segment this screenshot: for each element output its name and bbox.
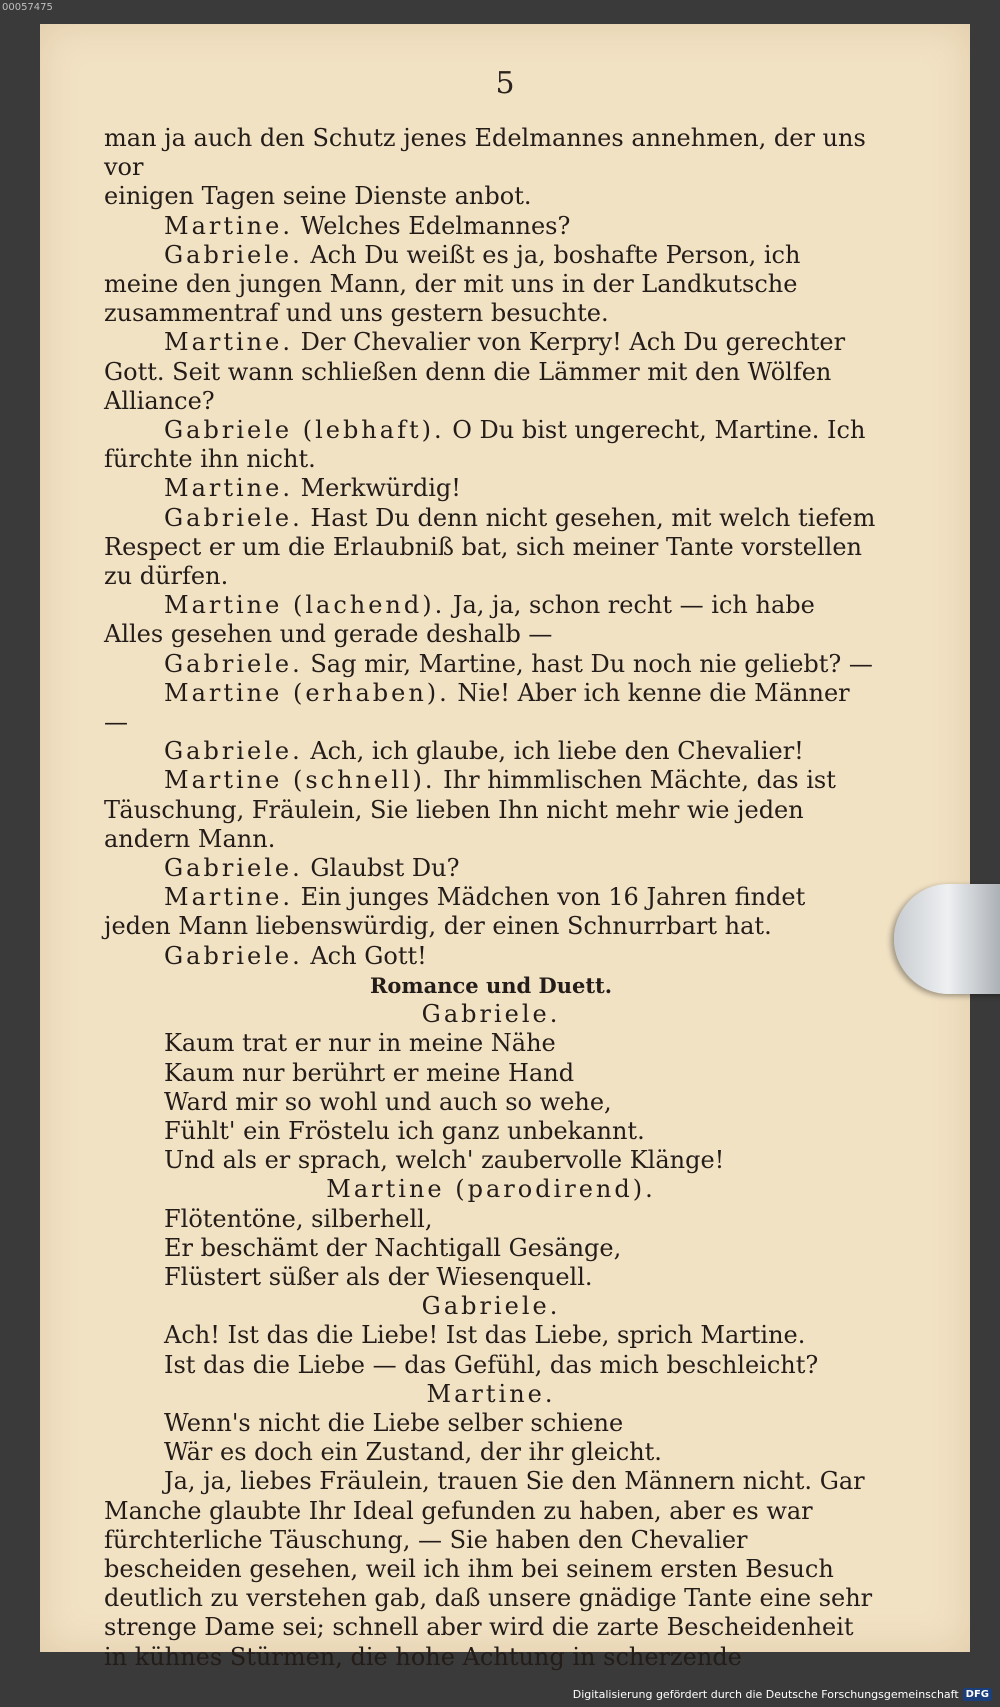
- verse-line: Und als er sprach, welch' zaubervolle Klänge!: [164, 1146, 725, 1175]
- dialogue-line: Gabriele. Hast Du denn nicht gesehen, mit welch tiefem Respect er um die Erlaubniß bat, sich meiner Tante vorstellen zu dürfen.: [104, 503, 876, 591]
- page-number: 5: [495, 66, 515, 101]
- song-speaker: Gabriele.: [421, 1292, 561, 1321]
- dialogue-line: Martine. Merkwürdig!: [164, 474, 461, 503]
- speaker: Martine (schnell).: [164, 766, 436, 795]
- speaker: Martine.: [164, 883, 293, 912]
- speaker: Gabriele.: [164, 649, 303, 678]
- dialogue-line: Gabriele (lebhaft). O Du bist ungerecht, Martine. Ich fürchte ihn nicht.: [104, 416, 866, 474]
- song-speaker: Martine.: [426, 1379, 556, 1408]
- speaker: Martine (erhaben).: [164, 678, 450, 707]
- song-heading: Romance und Duett.: [369, 972, 613, 998]
- speaker: Gabriele.: [164, 941, 303, 970]
- dialogue-line: Martine (lachend). Ja, ja, schon recht — ich habe Alles gesehen und gerade deshalb —: [104, 591, 815, 649]
- dialogue-line: Martine. Welches Edelmannes?: [164, 211, 571, 240]
- verse-line: Ward mir so wohl und auch so wehe,: [164, 1087, 612, 1116]
- verse-line: Flötentöne, silberhell,: [164, 1204, 433, 1233]
- dialogue-line: Gabriele. Ach Gott!: [164, 941, 427, 970]
- dfg-logo-icon: DFG: [963, 1688, 992, 1701]
- verse-block: [104, 1029, 878, 1175]
- speaker: Martine.: [164, 474, 293, 503]
- scan-id: 00057475: [2, 2, 53, 13]
- song-speaker: Gabriele.: [421, 1000, 561, 1029]
- verse-line: Er beschämt der Nachtigall Gesänge,: [164, 1233, 622, 1262]
- verse-block: [104, 1409, 878, 1467]
- dialogue-line: Martine. Ein junges Mädchen von 16 Jahren findet jeden Mann liebenswürdig, der einen Schnurrbart hat.: [104, 883, 806, 941]
- verse-line: Wenn's nicht die Liebe selber schiene: [164, 1408, 624, 1437]
- verse-line: Kaum nur berührt er meine Hand: [164, 1058, 575, 1087]
- footer-text: Digitalisierung gefördert durch die Deutsche Forschungsgemeinschaft: [572, 1688, 959, 1701]
- verse-line: Ist das die Liebe — das Gefühl, das mich beschleicht?: [164, 1350, 819, 1379]
- dialogue-line: Martine. Der Chevalier von Kerpry! Ach Du gerechter Gott. Seit wann schließen denn die Lämmer mit den Wölfen Alliance?: [104, 328, 846, 415]
- book-page: [40, 24, 970, 1671]
- speaker: Martine.: [164, 328, 293, 357]
- verse-line: Wär es doch ein Zustand, der ihr gleicht.: [164, 1438, 662, 1467]
- verse-line: Kaum trat er nur in meine Nähe: [164, 1029, 556, 1058]
- verse-block: [104, 1205, 878, 1293]
- footer: [573, 1688, 992, 1701]
- speaker: Gabriele.: [164, 503, 303, 532]
- dialogue-line: Martine (schnell). Ihr himmlischen Mächte, das ist Täuschung, Fräulein, Sie lieben Ihn nicht mehr wie jeden andern Mann.: [104, 766, 836, 853]
- verse-block: [104, 1321, 878, 1379]
- speaker: Martine (lachend).: [164, 591, 446, 620]
- dialogue-line: Gabriele. Glaubst Du?: [164, 854, 460, 883]
- page-text: [104, 124, 878, 1672]
- page-clip: [894, 884, 1000, 994]
- dialogue-line: Gabriele. Ach, ich glaube, ich liebe den Chevalier!: [164, 737, 804, 766]
- text-line: man ja auch den Schutz jenes Edelmannes annehmen, der uns vor einigen Tagen seine Dienste anbot.: [104, 124, 866, 211]
- speaker: Gabriele.: [164, 737, 303, 766]
- closing-paragraph: Ja, ja, liebes Fräulein, trauen Sie den Männern nicht. Gar Manche glaubte Ihr Ideal gefunden zu haben, aber es war fürchterliche Täuschung, — Sie haben den Chevalier bescheiden gesehen, weil ich ihm bei seinem ersten Besuch deutlich zu verstehen gab, daß unsere gnädige Tante eine sehr strenge Dame sei; schnell aber wird die zarte Bescheidenheit in kühnes Stürmen, die hohe Achtung in scherzende: [104, 1467, 873, 1671]
- verse-line: Ach! Ist das die Liebe! Ist das Liebe, sprich Martine.: [164, 1321, 806, 1350]
- dialogue-line: Gabriele. Ach Du weißt es ja, boshafte Person, ich meine den jungen Mann, der mit uns in der Landkutsche zusammentraf und uns gestern besuchte.: [104, 240, 801, 328]
- song-speaker: Martine (parodirend).: [326, 1175, 656, 1204]
- speaker: Martine.: [164, 211, 293, 240]
- speaker: Gabriele (lebhaft).: [164, 416, 445, 445]
- dialogue-line: Gabriele. Sag mir, Martine, hast Du noch nie geliebt? —: [164, 649, 873, 678]
- speaker: Gabriele.: [164, 854, 303, 883]
- dialogue-line: Martine (erhaben). Nie! Aber ich kenne die Männer —: [104, 678, 850, 737]
- verse-line: Flüstert süßer als der Wiesenquell.: [164, 1262, 593, 1291]
- speaker: Gabriele.: [164, 240, 303, 269]
- verse-line: Fühlt' ein Fröstelu ich ganz unbekannt.: [164, 1116, 645, 1145]
